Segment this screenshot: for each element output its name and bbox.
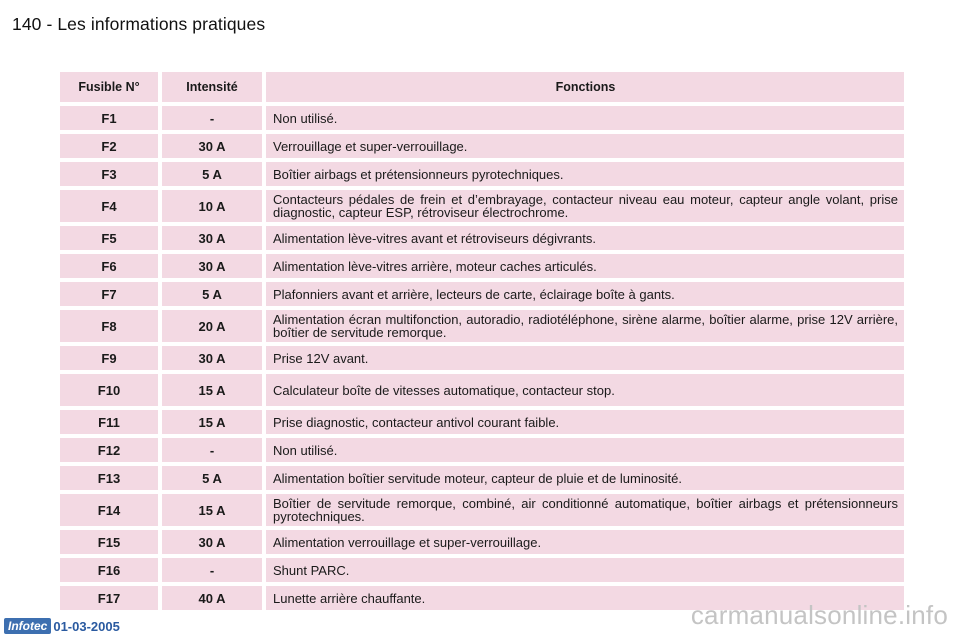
column-header-intensity: Intensité [162, 72, 266, 102]
fuse-intensity: 30 A [162, 226, 266, 250]
fuse-table [60, 68, 904, 614]
fuse-function: Boîtier airbags et prétensionneurs pyrotechniques. [266, 162, 904, 186]
edition-date: 01-03-2005 [53, 618, 120, 634]
fuse-function: Non utilisé. [266, 438, 904, 462]
fuse-intensity: 15 A [162, 410, 266, 434]
fuse-number: F13 [60, 466, 162, 490]
fuse-number: F2 [60, 134, 162, 158]
fuse-function: Alimentation écran multifonction, autoradio, radiotéléphone, sirène alarme, boîtier alarme, prise 12V arrière, boîtier de servitude remorque. [266, 310, 904, 342]
fuse-function: Prise diagnostic, contacteur antivol courant faible. [266, 410, 904, 434]
column-header-fuse: Fusible N° [60, 72, 162, 102]
fuse-table-body [60, 106, 904, 610]
table-row [60, 134, 904, 158]
fuse-intensity: 5 A [162, 282, 266, 306]
fuse-function: Boîtier de servitude remorque, combiné, air conditionné automatique, boîtier airbags et prétensionneurs pyrotechniques. [266, 494, 904, 526]
table-row [60, 190, 904, 222]
table-row [60, 558, 904, 582]
table-row [60, 310, 904, 342]
fuse-number: F17 [60, 586, 162, 610]
fuse-intensity: - [162, 438, 266, 462]
fuse-intensity: 30 A [162, 254, 266, 278]
fuse-function: Shunt PARC. [266, 558, 904, 582]
fuse-function: Non utilisé. [266, 106, 904, 130]
fuse-intensity: 30 A [162, 134, 266, 158]
table-row [60, 494, 904, 526]
fuse-number: F1 [60, 106, 162, 130]
fuse-number: F8 [60, 310, 162, 342]
fuse-number: F3 [60, 162, 162, 186]
table-row [60, 438, 904, 462]
fuse-intensity: 5 A [162, 466, 266, 490]
table-row [60, 162, 904, 186]
fuse-intensity: - [162, 558, 266, 582]
fuse-number: F6 [60, 254, 162, 278]
fuse-number: F16 [60, 558, 162, 582]
fuse-function: Verrouillage et super-verrouillage. [266, 134, 904, 158]
fuse-function: Plafonniers avant et arrière, lecteurs de carte, éclairage boîte à gants. [266, 282, 904, 306]
fuse-intensity: 30 A [162, 530, 266, 554]
fuse-intensity: 15 A [162, 494, 266, 526]
fuse-function: Alimentation lève-vitres arrière, moteur caches articulés. [266, 254, 904, 278]
fuse-function: Alimentation verrouillage et super-verrouillage. [266, 530, 904, 554]
column-header-functions: Fonctions [266, 72, 904, 102]
footer-logo [4, 618, 120, 634]
table-row [60, 282, 904, 306]
table-row [60, 374, 904, 406]
watermark: carmanualsonline.info [690, 600, 948, 630]
fuse-number: F12 [60, 438, 162, 462]
fuse-number: F10 [60, 374, 162, 406]
fuse-number: F9 [60, 346, 162, 370]
fuse-intensity: 5 A [162, 162, 266, 186]
fuse-number: F11 [60, 410, 162, 434]
fuse-number: F15 [60, 530, 162, 554]
fuse-intensity: 20 A [162, 310, 266, 342]
page-title: 140 - Les informations pratiques [12, 14, 266, 34]
fuse-function: Lunette arrière chauffante. [266, 586, 904, 610]
infotec-logo: Infotec [4, 618, 51, 634]
fuse-function: Calculateur boîte de vitesses automatique, contacteur stop. [266, 374, 904, 406]
fuse-intensity: 30 A [162, 346, 266, 370]
fuse-function: Prise 12V avant. [266, 346, 904, 370]
table-row [60, 254, 904, 278]
fuse-number: F4 [60, 190, 162, 222]
table-header-row [60, 72, 904, 102]
fuse-function: Alimentation lève-vitres avant et rétroviseurs dégivrants. [266, 226, 904, 250]
fuse-number: F14 [60, 494, 162, 526]
table-row [60, 530, 904, 554]
fuse-function: Contacteurs pédales de frein et d’embrayage, contacteur niveau eau moteur, capteur angle volant, prise diagnostic, capteur ESP, rétroviseur électrochrome. [266, 190, 904, 222]
table-row [60, 346, 904, 370]
table-row [60, 106, 904, 130]
fuse-intensity: - [162, 106, 266, 130]
fuse-number: F7 [60, 282, 162, 306]
table-row [60, 226, 904, 250]
fuse-number: F5 [60, 226, 162, 250]
fuse-intensity: 40 A [162, 586, 266, 610]
fuse-function: Alimentation boîtier servitude moteur, capteur de pluie et de luminosité. [266, 466, 904, 490]
fuse-intensity: 15 A [162, 374, 266, 406]
table-row [60, 466, 904, 490]
table-row [60, 410, 904, 434]
fuse-intensity: 10 A [162, 190, 266, 222]
